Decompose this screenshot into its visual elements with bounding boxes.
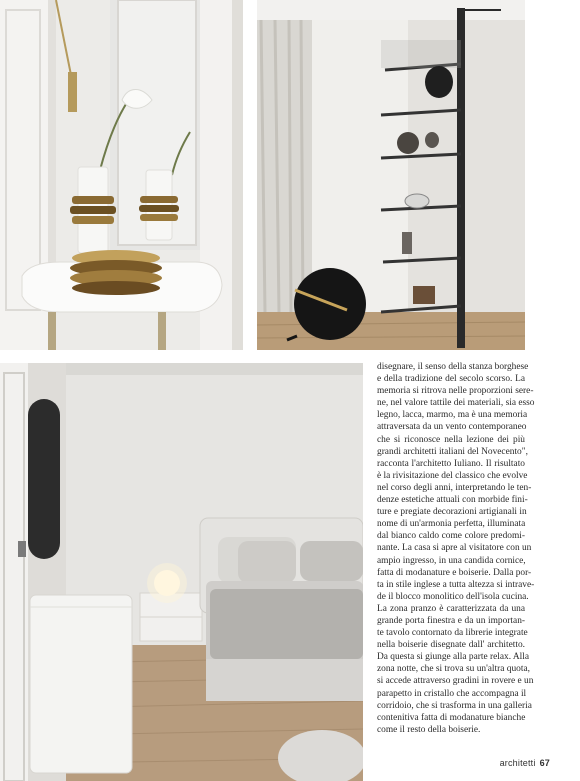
article-line: corridoio, che si trasforma in una galleria	[377, 700, 532, 711]
article-line: nella boiserie disegnate dall' architetto.	[377, 640, 525, 651]
article-line: zona notte, che si trova su un'altra quota,	[377, 664, 530, 675]
article-line: La zona pranzo è caratterizzata da una	[377, 603, 525, 614]
article-line: e della tradizione del secolo scorso. La	[377, 374, 525, 385]
article-line: come il resto della boiserie.	[377, 724, 481, 735]
article-line: racconta l'architetto Iuliano. Il risultato	[377, 458, 525, 469]
article-line: Da questa si giunge alla parte relax. Alla	[377, 652, 530, 663]
article-line: grande porta finestra e da un importan-	[377, 615, 525, 626]
article-line: nel corso degli anni, interpretando le ten-	[377, 482, 532, 493]
article-line: ne, nel valore tattile dei materiali, sia esso	[377, 398, 535, 409]
page-number: 67	[539, 758, 550, 768]
article-line: disegnare, il senso della stanza borghese	[377, 362, 529, 372]
article-line: nome di un'armonia perfetta, illuminata	[377, 519, 526, 530]
article-line: che si riconosce nella lezione dei più	[377, 434, 525, 445]
article-line: attraversata da un vento contemporaneo	[377, 422, 527, 433]
article-line: fatta di modanature e boiserie. Dalla por-	[377, 567, 532, 578]
article-line: denze estetiche attuali con morbide fini-	[377, 495, 528, 506]
article-line: legno, lacca, marmo, ma è una memoria	[377, 410, 528, 421]
page-footer	[500, 758, 550, 768]
photo-bedroom	[0, 363, 363, 781]
magazine-name: architetti	[499, 758, 536, 768]
article-line: ta in stile inglese a tutta altezza si intrave-	[377, 579, 535, 590]
article-line: nante. La casa si apre al visitatore con un	[377, 543, 532, 554]
article-line: dal bianco caldo come colore predomi-	[377, 531, 525, 542]
photo-shelving-corner	[257, 0, 525, 350]
article-line: memoria si ritrova nelle proporzioni sere-	[377, 386, 534, 397]
article-line: è la rivisitazione del classico che evolve	[377, 470, 528, 481]
article-line: grandi architetti italiani del Novecento",	[377, 446, 528, 457]
photo-console-vases	[0, 0, 243, 350]
article-line: si accede attraverso gradini in rovere e un	[377, 676, 534, 687]
article-line: ture e pregiate decorazioni artigianali in	[377, 507, 527, 518]
article-line: de il blocco monolitico dell'isola cucina.	[377, 591, 529, 602]
article-line: contenitiva fatta di modanature bianche	[377, 712, 526, 723]
article-line: te tavolo contornato da librerie integrate	[377, 628, 528, 639]
article-line: parapetto in cristallo che accompagna il	[377, 688, 527, 699]
article-body-text	[377, 361, 535, 736]
article-line: ampio ingresso, in una candida cornice,	[377, 555, 526, 566]
